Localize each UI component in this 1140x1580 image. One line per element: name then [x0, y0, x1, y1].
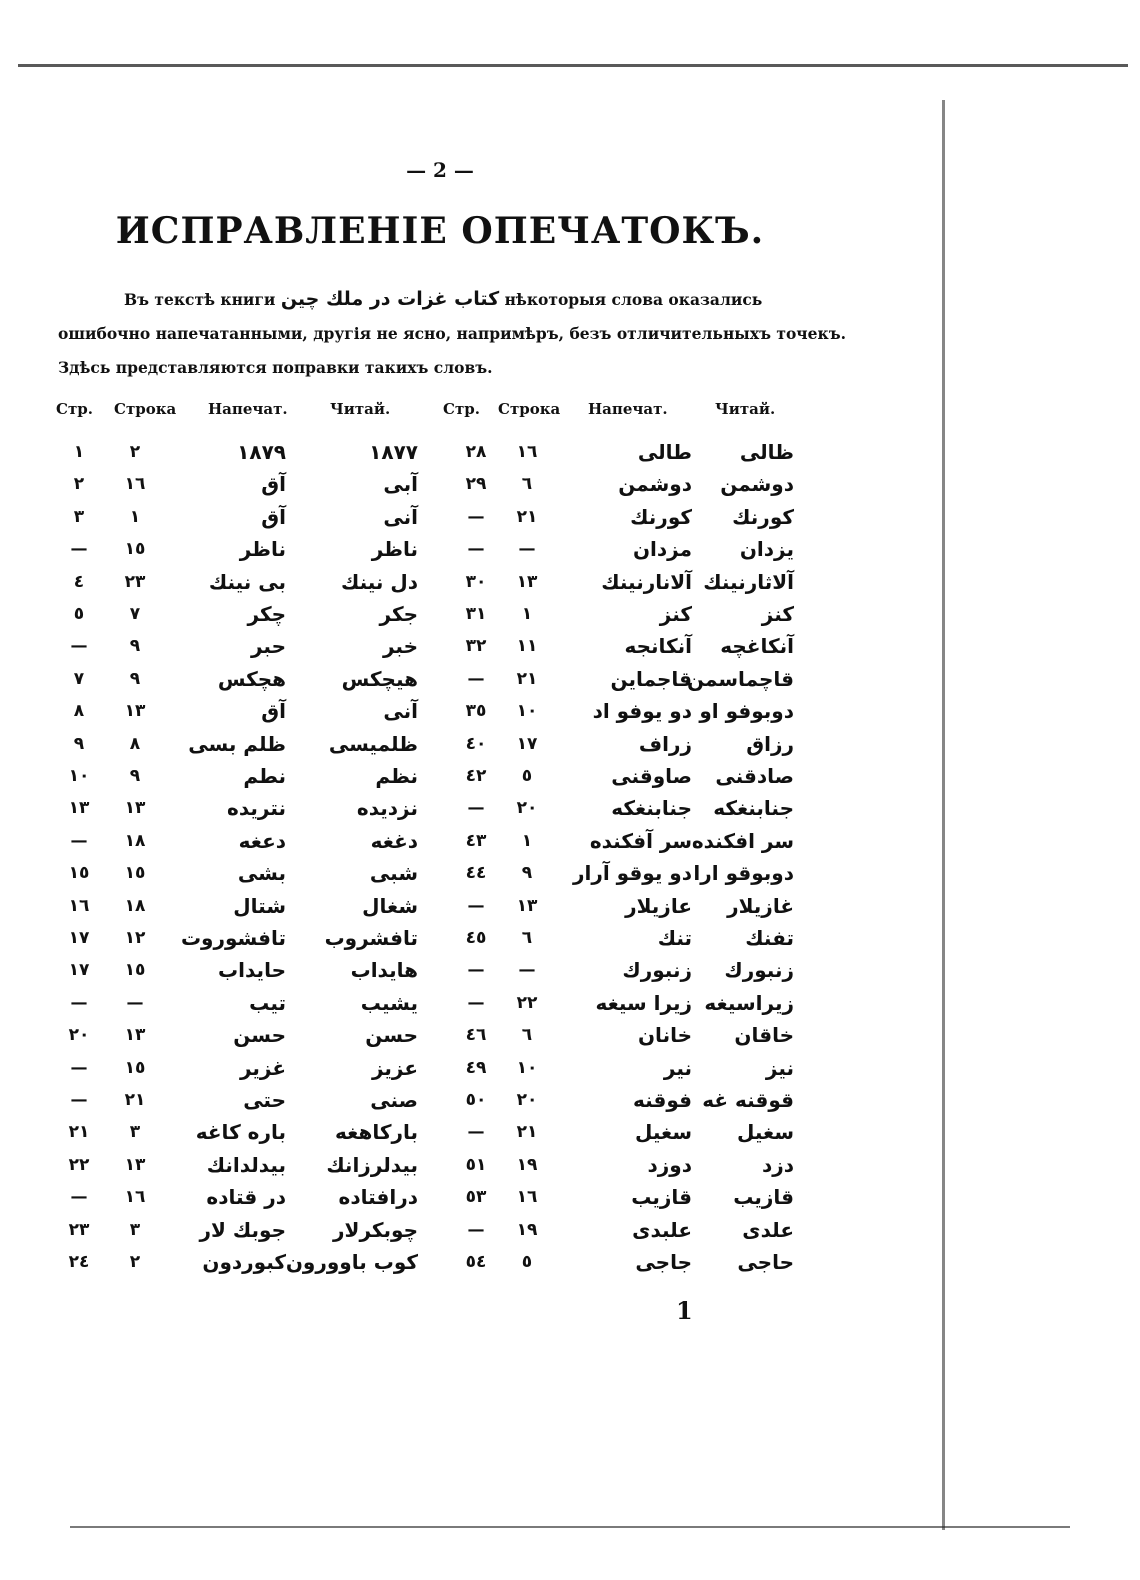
cell-read: قاچماسمن [686, 666, 794, 691]
cell-page: ١٧ [68, 928, 90, 948]
cell-page: ٤٢ [465, 766, 487, 786]
cell-printed: شتال [233, 893, 286, 918]
cell-page: — [467, 992, 485, 1013]
cell-read: دوبوفو او [699, 699, 794, 724]
cell-printed: كورنك [630, 504, 692, 529]
cell-printed: دوشمن [618, 472, 692, 497]
cell-page: ١ [73, 442, 85, 462]
scan-edge-bottom [70, 1526, 1070, 1528]
header-read-left: Читай. [330, 400, 391, 418]
cell-read: يزدان [739, 537, 794, 562]
cell-printed: حتى [243, 1088, 286, 1112]
cell-line: ١٣ [516, 571, 538, 592]
cell-line: ٢٠ [516, 1090, 538, 1110]
cell-line: ١٥ [124, 1057, 146, 1078]
cell-read: ١٨٧٧ [369, 440, 418, 464]
cell-line: ٩ [521, 863, 533, 884]
cell-line: ٦ [521, 474, 533, 495]
cell-printed: طالى [637, 440, 692, 464]
cell-read: حسن [365, 1023, 418, 1048]
cell-read: يشيب [360, 990, 418, 1015]
cell-printed: دوزد [647, 1152, 692, 1177]
cell-line: ٥ [521, 1252, 533, 1272]
cell-page: — [70, 992, 88, 1013]
cell-page: ١٠ [68, 766, 90, 786]
cell-read: چوبكرلار [333, 1217, 418, 1242]
cell-page: — [70, 1090, 88, 1110]
page-title: ИСПРАВЛЕНІЕ ОПЕЧАТОКЪ. [115, 210, 765, 252]
cell-line: ٦ [521, 1025, 533, 1046]
intro-text-before: Въ текстѣ книги [124, 290, 276, 309]
cell-read: درافتاده [338, 1185, 418, 1210]
cell-read: دزد [761, 1152, 794, 1177]
cell-printed: در قتاده [206, 1185, 286, 1210]
cell-page: — [70, 636, 88, 657]
cell-page: ٢٠ [68, 1025, 90, 1046]
cell-read: تافشروب [324, 926, 418, 950]
cell-printed: جوبك لار [199, 1217, 286, 1242]
scan-edge-top [18, 64, 1128, 67]
cell-read: سر افكنده [691, 828, 794, 853]
cell-read: دل نينك [340, 569, 418, 594]
cell-page: — [70, 539, 88, 560]
cell-read: عزيز [371, 1055, 418, 1080]
cell-read: كوب باوورون [285, 1250, 418, 1274]
cell-page: ٥٠ [465, 1090, 487, 1110]
cell-line: ٩ [129, 766, 141, 786]
cell-line: ١٦ [124, 1187, 146, 1208]
cell-read: آنى [383, 699, 418, 724]
cell-printed: خانان [637, 1023, 692, 1048]
cell-line: ١ [521, 830, 533, 851]
header-printed-right: Напечат. [588, 400, 668, 418]
cell-printed: چكر [247, 602, 286, 626]
header-read-right: Читай. [715, 400, 776, 418]
cell-page: — [70, 1057, 88, 1078]
cell-printed: غزير [239, 1055, 286, 1080]
header-line-right: Строка [498, 400, 561, 418]
cell-read: زيراسيغه [704, 990, 794, 1015]
cell-page: — [467, 1219, 485, 1240]
cell-page: ٧ [73, 668, 85, 689]
cell-read: جنابنغكه [713, 796, 794, 821]
cell-page: ٤٣ [465, 830, 487, 851]
cell-read: شغال [362, 893, 418, 918]
cell-page: ٣٥ [465, 701, 487, 722]
cell-printed: سر آفكنده [589, 828, 692, 853]
cell-line: ٢ [129, 442, 141, 462]
cell-read: نظم [375, 764, 418, 788]
cell-read: نزديده [356, 796, 418, 821]
cell-read: دغغه [370, 828, 418, 853]
cell-line: ١ [521, 604, 533, 624]
cell-printed: دو يوفو اد [592, 699, 692, 724]
cell-page: ٢٩ [465, 474, 487, 495]
cell-page: ١٣ [68, 798, 90, 819]
cell-read: علدى [742, 1217, 794, 1242]
cell-read: خاقان [734, 1023, 794, 1048]
cell-line: ١٨ [124, 830, 146, 851]
cell-read: صادقنى [715, 764, 794, 788]
cell-printed: نطم [243, 764, 286, 788]
cell-read: ظالى [739, 440, 794, 464]
cell-read: قوقنه غه [702, 1088, 794, 1112]
cell-page: ٣ [73, 506, 85, 527]
cell-page: — [467, 895, 485, 916]
cell-printed: كبوردون [202, 1250, 286, 1274]
cell-line: ١٩ [516, 1154, 538, 1175]
cell-printed: زيرا سيغه [595, 990, 692, 1015]
cell-read: هيچكس [341, 666, 418, 691]
cell-line: ١٣ [516, 895, 538, 916]
cell-read: جكر [379, 602, 418, 626]
cell-line: ٨ [129, 733, 141, 754]
cell-read: ظلمیسی [328, 731, 418, 756]
cell-read: زنبورك [724, 958, 794, 983]
cell-line: ٢١ [124, 1090, 146, 1110]
cell-page: ٤٤ [465, 863, 487, 884]
cell-page: — [467, 539, 485, 560]
cell-line: — [518, 960, 536, 981]
cell-printed: زنبورك [622, 958, 692, 983]
cell-line: ٢ [129, 1252, 141, 1272]
cell-read: كنز [761, 602, 794, 626]
cell-page: ٣٢ [465, 636, 487, 657]
cell-printed: هچكس [217, 666, 286, 691]
cell-page: ٢٤ [68, 1252, 90, 1272]
cell-printed: علبدى [632, 1217, 692, 1242]
cell-printed: مزدان [632, 537, 692, 562]
cell-line: ١٥ [124, 960, 146, 981]
cell-read: باركاهغه [335, 1120, 418, 1145]
cell-printed: آنكانجه [624, 634, 692, 659]
cell-page: ٤ [73, 571, 85, 592]
cell-line: ٧ [129, 604, 141, 624]
cell-line: ١٣ [124, 798, 146, 819]
cell-read: بيدلرزانك [326, 1152, 418, 1177]
page-marker: — 2 — [406, 158, 474, 182]
cell-line: ١٥ [124, 863, 146, 884]
cell-page: ٢ [73, 474, 85, 495]
cell-read: دوشمن [720, 472, 794, 497]
cell-read: خبر [382, 634, 418, 659]
cell-printed: فوقنه [632, 1088, 692, 1112]
intro-line-3: Здѣсь представляются поправки такихъ словъ. [58, 358, 493, 377]
cell-line: ١٣ [124, 1154, 146, 1175]
cell-read: آنكاغچه [720, 634, 794, 659]
intro-line-1 [58, 282, 818, 317]
cell-printed: بيدلدانك [206, 1152, 286, 1177]
cell-printed: حبر [250, 634, 286, 659]
cell-printed: جاجى [635, 1250, 692, 1274]
cell-page: ٤٩ [465, 1057, 487, 1078]
cell-page: — [467, 1122, 485, 1143]
cell-line: ١ [129, 506, 141, 527]
cell-line: — [518, 539, 536, 560]
cell-line: ١٣ [124, 701, 146, 722]
cell-printed: تافشوروت [180, 926, 286, 950]
cell-read: نيز [765, 1055, 794, 1080]
cell-page: — [467, 506, 485, 527]
cell-page: — [467, 668, 485, 689]
cell-line: ١٢ [124, 928, 146, 948]
cell-page: ٢٣ [68, 1219, 90, 1240]
cell-page: ٥ [73, 604, 85, 624]
cell-page: ٤٦ [465, 1025, 487, 1046]
cell-page: ٢١ [68, 1122, 90, 1143]
cell-line: ٢١ [516, 1122, 538, 1143]
intro-line-2: ошибочно напечатанными, другія не ясно, напримѣръ, безъ отличительныхъ точекъ. [58, 324, 846, 343]
cell-page: — [70, 830, 88, 851]
cell-printed: سغيل [635, 1120, 692, 1145]
cell-printed: زراف [638, 731, 692, 756]
cell-line: ٢٣ [124, 571, 146, 592]
cell-page: ٥١ [465, 1154, 487, 1175]
cell-line: ١٠ [516, 701, 538, 722]
cell-page: — [70, 1187, 88, 1208]
cell-printed: كنز [659, 602, 692, 626]
scan-edge-right [942, 100, 945, 1530]
cell-read: ناظر [371, 537, 418, 562]
cell-line: ١٥ [124, 539, 146, 560]
cell-read: تفنك [745, 926, 794, 950]
cell-line: ٣ [129, 1122, 141, 1143]
cell-printed: تنك [657, 926, 692, 950]
cell-printed: ناظر [239, 537, 286, 562]
cell-read: هايداب [350, 958, 418, 983]
cell-read: رزاق [746, 731, 794, 756]
cell-read: دوبوقو ارا [693, 861, 794, 886]
cell-printed: نير [663, 1055, 692, 1080]
cell-page: ٩ [73, 733, 85, 754]
cell-printed: باره كاغه [195, 1120, 286, 1145]
cell-line: ٢١ [516, 668, 538, 689]
cell-line: ١٦ [516, 442, 538, 462]
cell-read: آنى [383, 504, 418, 529]
cell-line: ٩ [129, 636, 141, 657]
cell-line: ٣ [129, 1219, 141, 1240]
cell-printed: تيب [249, 990, 286, 1015]
cell-line: ١٦ [516, 1187, 538, 1208]
cell-line: ١٧ [516, 733, 538, 754]
cell-page: ٤٥ [465, 928, 487, 948]
cell-page: ١٥ [68, 863, 90, 884]
cell-line: ٢٠ [516, 798, 538, 819]
cell-printed: قازيب [631, 1185, 692, 1210]
cell-page: ٢٨ [465, 442, 487, 462]
cell-line: ١٠ [516, 1057, 538, 1078]
cell-printed: آلانارنينك [601, 569, 692, 594]
cell-printed: دو يوقو آرار [572, 861, 692, 886]
cell-page: ٢٢ [68, 1154, 90, 1175]
cell-printed: حسن [233, 1023, 286, 1048]
cell-read: كورنك [732, 504, 794, 529]
cell-printed: آق [261, 699, 286, 724]
cell-printed: نتريده [227, 796, 286, 821]
cell-line: ١٣ [124, 1025, 146, 1046]
header-page-left: Стр. [56, 400, 93, 418]
cell-line: ١١ [516, 636, 538, 657]
intro-text-after: нѣкоторыя слова оказались [504, 290, 763, 309]
cell-read: شبى [369, 861, 418, 886]
cell-line: ١٦ [124, 474, 146, 495]
cell-printed: ظلم بسى [188, 731, 286, 756]
cell-printed: جنابنغكه [611, 796, 692, 821]
cell-read: آلاثارنينك [703, 569, 794, 594]
cell-printed: آق [261, 472, 286, 497]
cell-read: صنى [370, 1088, 418, 1112]
cell-read: سغيل [737, 1120, 794, 1145]
cell-read: قازيب [733, 1185, 794, 1210]
cell-line: ٩ [129, 668, 141, 689]
cell-page: ٥٤ [465, 1252, 487, 1272]
cell-line: ٦ [521, 928, 533, 948]
header-page-right: Стр. [443, 400, 480, 418]
cell-printed: صاوقنى [611, 764, 692, 788]
cell-line: ١٩ [516, 1219, 538, 1240]
intro-paragraph [58, 282, 846, 385]
cell-page: — [467, 960, 485, 981]
cell-page: ٥٣ [465, 1187, 487, 1208]
cell-read: حاجى [737, 1250, 794, 1274]
cell-printed: قاجماين [610, 666, 692, 691]
cell-printed: آق [261, 504, 286, 529]
cell-page: ٣٠ [465, 571, 487, 592]
cell-line: ١٨ [124, 895, 146, 916]
cell-read: آبى [383, 472, 418, 497]
cell-page: ٤٠ [465, 733, 487, 754]
page-number: 1 [676, 1296, 693, 1325]
header-line-left: Строка [114, 400, 177, 418]
cell-printed: حايداب [218, 958, 286, 983]
cell-line: ٢٢ [516, 992, 538, 1013]
cell-read: غازيلار [727, 893, 794, 918]
cell-printed: عازيلار [625, 893, 692, 918]
cell-printed: ١٨٧٩ [237, 440, 286, 464]
cell-printed: بشى [237, 861, 286, 886]
cell-printed: دعغه [238, 828, 286, 853]
cell-page: — [467, 798, 485, 819]
book-title: کتاب غزات در ملك چين [280, 288, 500, 310]
cell-printed: بى نينك [208, 569, 286, 594]
cell-line: ٢١ [516, 506, 538, 527]
cell-line: — [126, 992, 144, 1013]
cell-page: ٣١ [465, 604, 487, 624]
cell-page: ١٧ [68, 960, 90, 981]
cell-page: ١٦ [68, 895, 90, 916]
cell-page: ٨ [73, 701, 85, 722]
header-printed-left: Напечат. [208, 400, 288, 418]
cell-line: ٥ [521, 766, 533, 786]
